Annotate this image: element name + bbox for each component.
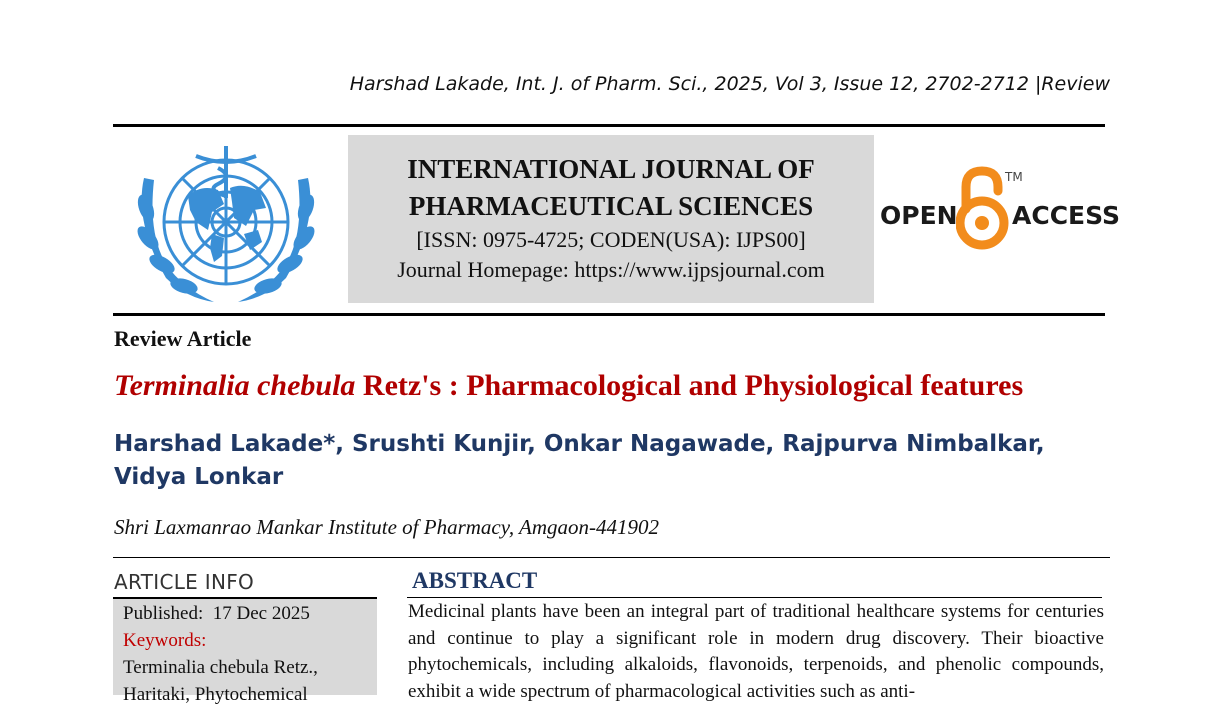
top-rule xyxy=(113,124,1105,127)
keywords-line-2: Haritaki, Phytochemical xyxy=(123,684,308,705)
header-bottom-rule xyxy=(113,313,1105,316)
open-access-left-text: OPEN xyxy=(880,201,958,230)
keywords-line-1: Terminalia chebula Retz., xyxy=(123,657,318,678)
published-line xyxy=(123,600,377,627)
open-access-trademark: TM xyxy=(1005,170,1023,184)
journal-title-line-1: INTERNATIONAL JOURNAL OF xyxy=(407,154,815,184)
citation-header: Harshad Lakade, Int. J. of Pharm. Sci., 2025, Vol 3, Issue 12, 2702-2712 |Review xyxy=(349,73,1110,95)
article-info-box xyxy=(113,599,377,705)
article-title-italic: Terminalia chebula xyxy=(114,369,356,402)
article-info-heading: ARTICLE INFO xyxy=(114,570,255,594)
journal-title-line-2: PHARMACEUTICAL SCIENCES xyxy=(408,191,814,221)
article-title-rest: Retz's : Pharmacological and Physiological features xyxy=(355,369,1024,402)
published-label: Published: xyxy=(123,603,204,624)
affiliation-rule xyxy=(113,557,1110,558)
abstract-heading: ABSTRACT xyxy=(412,568,538,593)
abstract-text: Medicinal plants have been an integral part of traditional healthcare systems for centuries and continue to play a significant role in modern drug discovery. Their bioactive phytochemicals, including alkaloids, flavonoids, terpenoids, and phenolic compounds, exhibit a wide spectrum of pharmacological activities such as anti- xyxy=(408,601,1104,702)
open-access-logo xyxy=(880,165,1121,255)
published-date: 17 Dec 2025 xyxy=(212,603,310,624)
journal-issn: [ISSN: 0975-4725; CODEN(USA): IJPS00] xyxy=(416,227,806,252)
open-access-lock-icon xyxy=(956,165,1012,251)
keywords-label: Keywords: xyxy=(123,630,207,651)
author-list: Harshad Lakade*, Srushti Kunjir, Onkar Nagawade, Rajpurva Nimbalkar, Vidya Lonkar xyxy=(114,431,1045,490)
journal-homepage: Journal Homepage: https://www.ijpsjournal.com xyxy=(397,257,825,282)
open-access-right-text: ACCESS xyxy=(1012,201,1121,230)
un-emblem-logo xyxy=(126,138,326,306)
affiliation: Shri Laxmanrao Mankar Institute of Pharmacy, Amgaon-441902 xyxy=(114,515,659,539)
article-type: Review Article xyxy=(114,326,252,351)
journal-title-box xyxy=(348,135,874,303)
article-title xyxy=(114,369,1023,403)
abstract-rule xyxy=(407,597,1102,598)
